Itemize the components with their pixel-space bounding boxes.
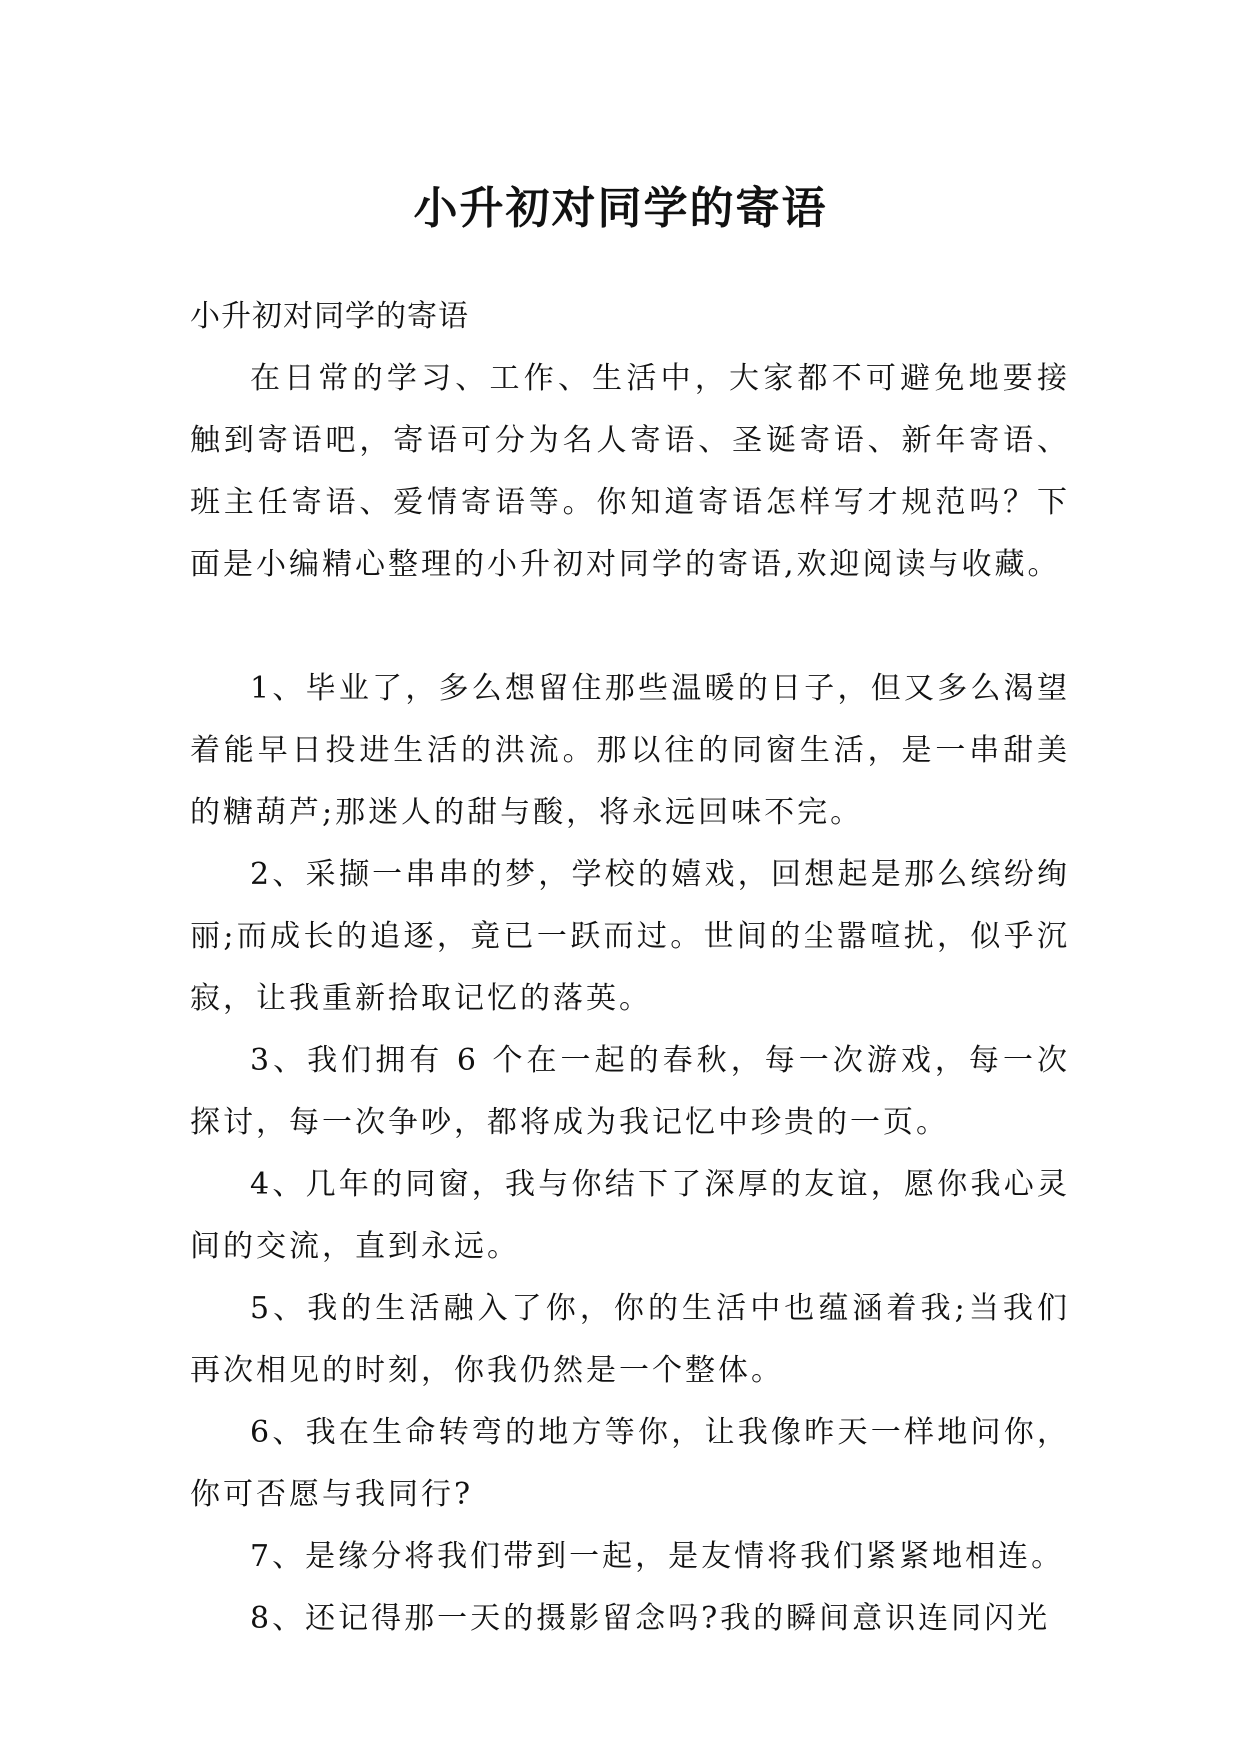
message-list: [190, 658, 1070, 1650]
message-item: 5、我的生活融入了你，你的生活中也蕴涵着我;当我们再次相见的时刻，你我仍然是一个整体。: [190, 1291, 1070, 1388]
message-item: 6、我在生命转弯的地方等你，让我像昨天一样地问你，你可否愿与我同行?: [190, 1415, 1070, 1512]
message-item: 7、是缘分将我们带到一起，是友情将我们紧紧地相连。: [250, 1539, 1065, 1574]
intro-paragraph: 在日常的学习、工作、生活中，大家都不可避免地要接触到寄语吧，寄语可分为名人寄语、圣诞寄语、新年寄语、班主任寄语、爱情寄语等。你知道寄语怎样写才规范吗？下面是小编精心整理的小升初对同学的寄语,欢迎阅读与收藏。: [190, 361, 1070, 582]
message-item: 3、我们拥有 6 个在一起的春秋，每一次游戏，每一次探讨，每一次争吵，都将成为我记忆中珍贵的一页。: [190, 1043, 1070, 1140]
document-body: [190, 286, 1070, 1650]
message-item: 1、毕业了，多么想留住那些温暖的日子，但又多么渴望着能早日投进生活的洪流。那以往的同窗生活，是一串甜美的糖葫芦;那迷人的甜与酸，将永远回味不完。: [190, 671, 1070, 830]
message-item: 4、几年的同窗，我与你结下了深厚的友谊，愿你我心灵间的交流，直到永远。: [190, 1167, 1070, 1264]
message-item: 8、还记得那一天的摄影留念吗?我的瞬间意识连同闪光: [250, 1601, 1051, 1636]
document-subtitle: 小升初对同学的寄语: [190, 299, 469, 334]
document-title: 小升初对同学的寄语: [413, 183, 828, 235]
message-item: 2、采撷一串串的梦，学校的嬉戏，回想起是那么缤纷绚丽;而成长的追逐，竟已一跃而过。世间的尘嚣喧扰，似乎沉寂，让我重新拾取记忆的落英。: [190, 857, 1070, 1016]
